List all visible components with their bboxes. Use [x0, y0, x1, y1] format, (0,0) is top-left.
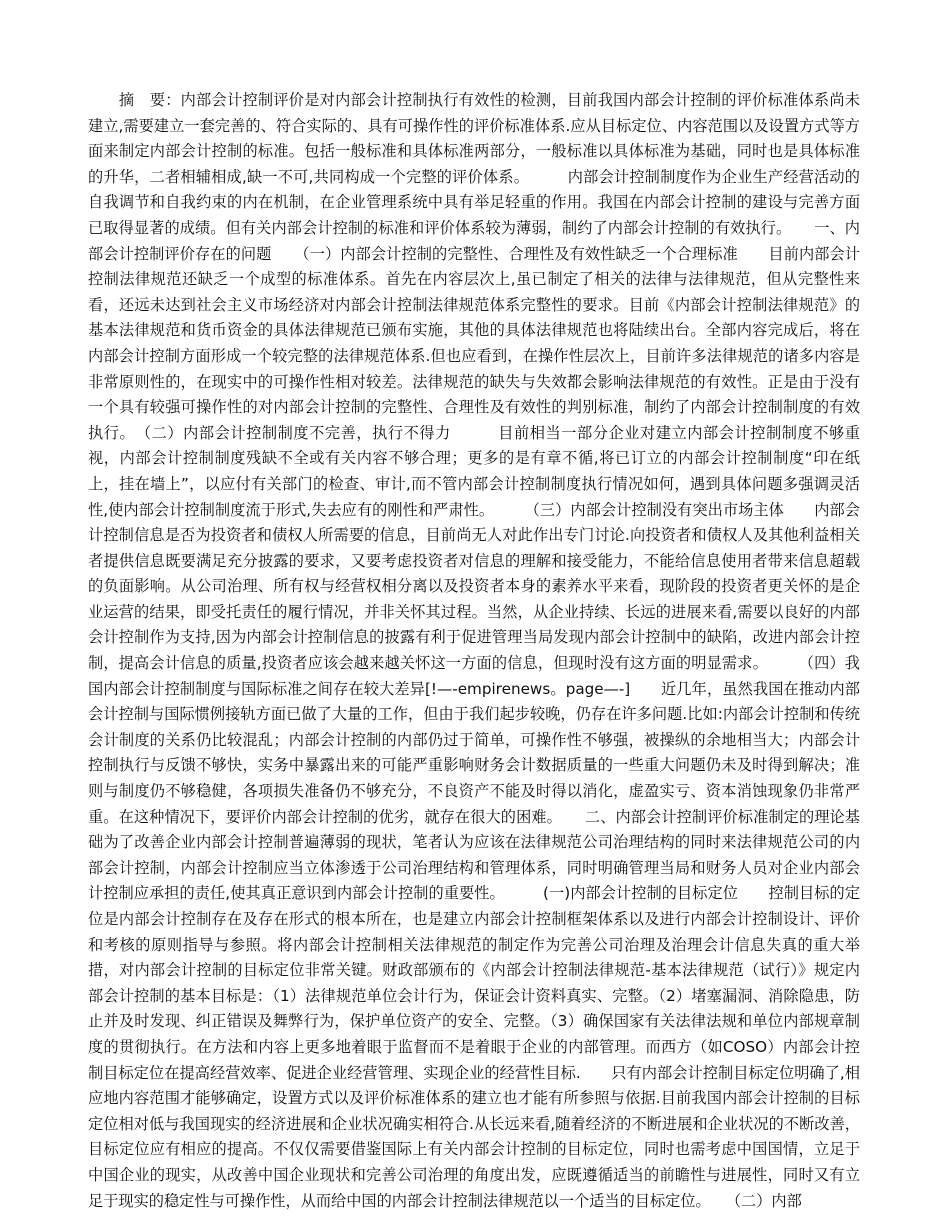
document-page [88, 88, 860, 1214]
body-text: 摘 要：内部会计控制评价是对内部会计控制执行有效性的检测，目前我国内部会计控制的评价标准体系尚未建立,需要建立一套完善的、符合实际的、具有可操作性的评价标准体系.应从目标定位、内容范围以及设置方式等方面来制定内部会计控制的标准。包括一般标准和具体标准两部分，一般标准以具体标准为基础，同时也是具体标准的升华，二者相辅相成,缺一不可,共同构成一个完整的评价体系。 内部会计控制制度作为企业生产经营活动的自我调节和自我约束的内在机制，在企业管理系统中具有举足轻重的作用。我国在内部会计控制的建设与完善方面已取得显著的成绩。但有关内部会计控制的标准和评价体系较为薄弱，制约了内部会计控制的有效执行。 一、内部会计控制评价存在的问题 （一）内部会计控制的完整性、合理性及有效性缺乏一个合理标准 目前内部会计控制法律规范还缺乏一个成型的标准体系。首先在内容层次上,虽已制定了相关的法律与法律规范，但从完整性来看，还远未达到社会主义市场经济对内部会计控制法律规范体系完整性的要求。目前《内部会计控制法律规范》的基本法律规范和货币资金的具体法律规范已颁布实施，其他的具体法律规范也将陆续出台。全部内容完成后，将在内部会计控制方面形成一个较完整的法律规范体系.但也应看到，在操作性层次上，目前许多法律规范的诸多内容是非常原则性的，在现实中的可操作性相对较差。法律规范的缺失与失效都会影响法律规范的有效性。正是由于没有一个具有较强可操作性的对内部会计控制的完整性、合理性及有效性的判别标准，制约了内部会计控制制度的有效执行。 （二）内部会计控制制度不完善，执行不得力 目前相当一部分企业对建立内部会计控制制度不够重视，内部会计控制制度残缺不全或有关内容不够合理；更多的是有章不循,将已订立的内部会计控制制度“印在纸上，挂在墙上”，以应付有关部门的检查、审计,而不管内部会计控制制度执行情况如何，遇到具体问题多强调灵活性,使内部会计控制制度流于形式,失去应有的刚性和严肃性。 （三）内部会计控制没有突出市场主体 内部会计控制信息是否为投资者和债权人所需要的信息，目前尚无人对此作出专门讨论.向投资者和债权人及其他利益相关者提供信息既要满足充分披露的要求，又要考虑投资者对信息的理解和接受能力，不能给信息使用者带来信息超载的负面影响。从公司治理、所有权与经营权相分离以及投资者本身的素养水平来看，现阶段的投资者更关怀的是企业运营的结果，即受托责任的履行情况，并非关怀其过程。当然，从企业持续、长远的进展来看,需要以良好的内部会计控制作为支持,因为内部会计控制信息的披露有利于促进管理当局发现内部会计控制中的缺陷，改进内部会计控制，提高会计信息的质量,投资者应该会越来越关怀这一方面的信息，但现时没有这方面的明显需求。 （四）我国内部会计控制制度与国际标准之间存在较大差异[!—-empirenews。page—-] 近几年，虽然我国在推动内部会计控制与国际惯例接轨方面已做了大量的工作，但由于我们起步较晚，仍存在许多问题.比如:内部会计控制和传统会计制度的关系仍比较混乱；内部会计控制的内部仍过于简单，可操作性不够强，被操纵的余地相当大；内部会计控制执行与反馈不够快，实务中暴露出来的可能严重影响财务会计数据质量的一些重大问题仍未及时得到解决；准则与制度仍不够稳健，各项损失准备仍不够充分，不良资产不能及时得以消化，虚盈实亏、资本消蚀现象仍非常严重。在这种情况下，要评价内部会计控制的优劣，就存在很大的困难。 二、内部会计控制评价标准制定的理论基础为了改善企业内部会计控制普遍薄弱的现状，笔者认为应该在法律规范公司治理结构的同时来法律规范公司的内部会计控制，内部会计控制应当立体渗透于公司治理结构和管理体系，同时明确管理当局和财务人员对企业内部会计控制应承担的责任,使其真正意识到内部会计控制的重要性。 (一)内部会计控制的目标定位 控制目标的定位是内部会计控制存在及存在形式的根本所在，也是建立内部会计控制框架体系以及进行内部会计控制设计、评价和考核的原则指导与参照。将内部会计控制相关法律规范的制定作为完善公司治理及治理会计信息失真的重大举措，对内部会计控制的目标定位非常关键。财政部颁布的《内部会计控制法律规范-基本法律规范（试行）》规定内部会计控制的基本目标是：（1）法律规范单位会计行为，保证会计资料真实、完整。（2）堵塞漏洞、消除隐患，防止并及时发现、纠正错误及舞弊行为，保护单位资产的安全、完整。（3）确保国家有关法律法规和单位内部规章制度的贯彻执行。在方法和内容上更多地着眼于监督而不是着眼于企业的内部管理。而西方（如COSO）内部会计控制目标定位在提高经营效率、促进企业经营管理、实现企业的经营性目标. 只有内部会计控制目标定位明确了,相应地内容范围才能够确定，设置方式以及评价标准体系的建立也才能有所参照与依据.目前我国内部会计控制的目标定位相对低与我国现实的经济进展和企业状况确实相符合.从长远来看,随着经济的不断进展和企业状况的不断改善，目标定位应有相应的提高。不仅仅需要借鉴国际上有关内部会计控制的目标定位，同时也需考虑中国国情，立足于中国企业的现实，从改善中国企业现状和完善公司治理的角度出发，应既遵循适当的前瞻性与进展性，同时又有立足于现实的稳定性与可操作性，从而给中国的内部会计控制法律规范以一个适当的目标定位。 （二）内部 [88, 91, 860, 1210]
